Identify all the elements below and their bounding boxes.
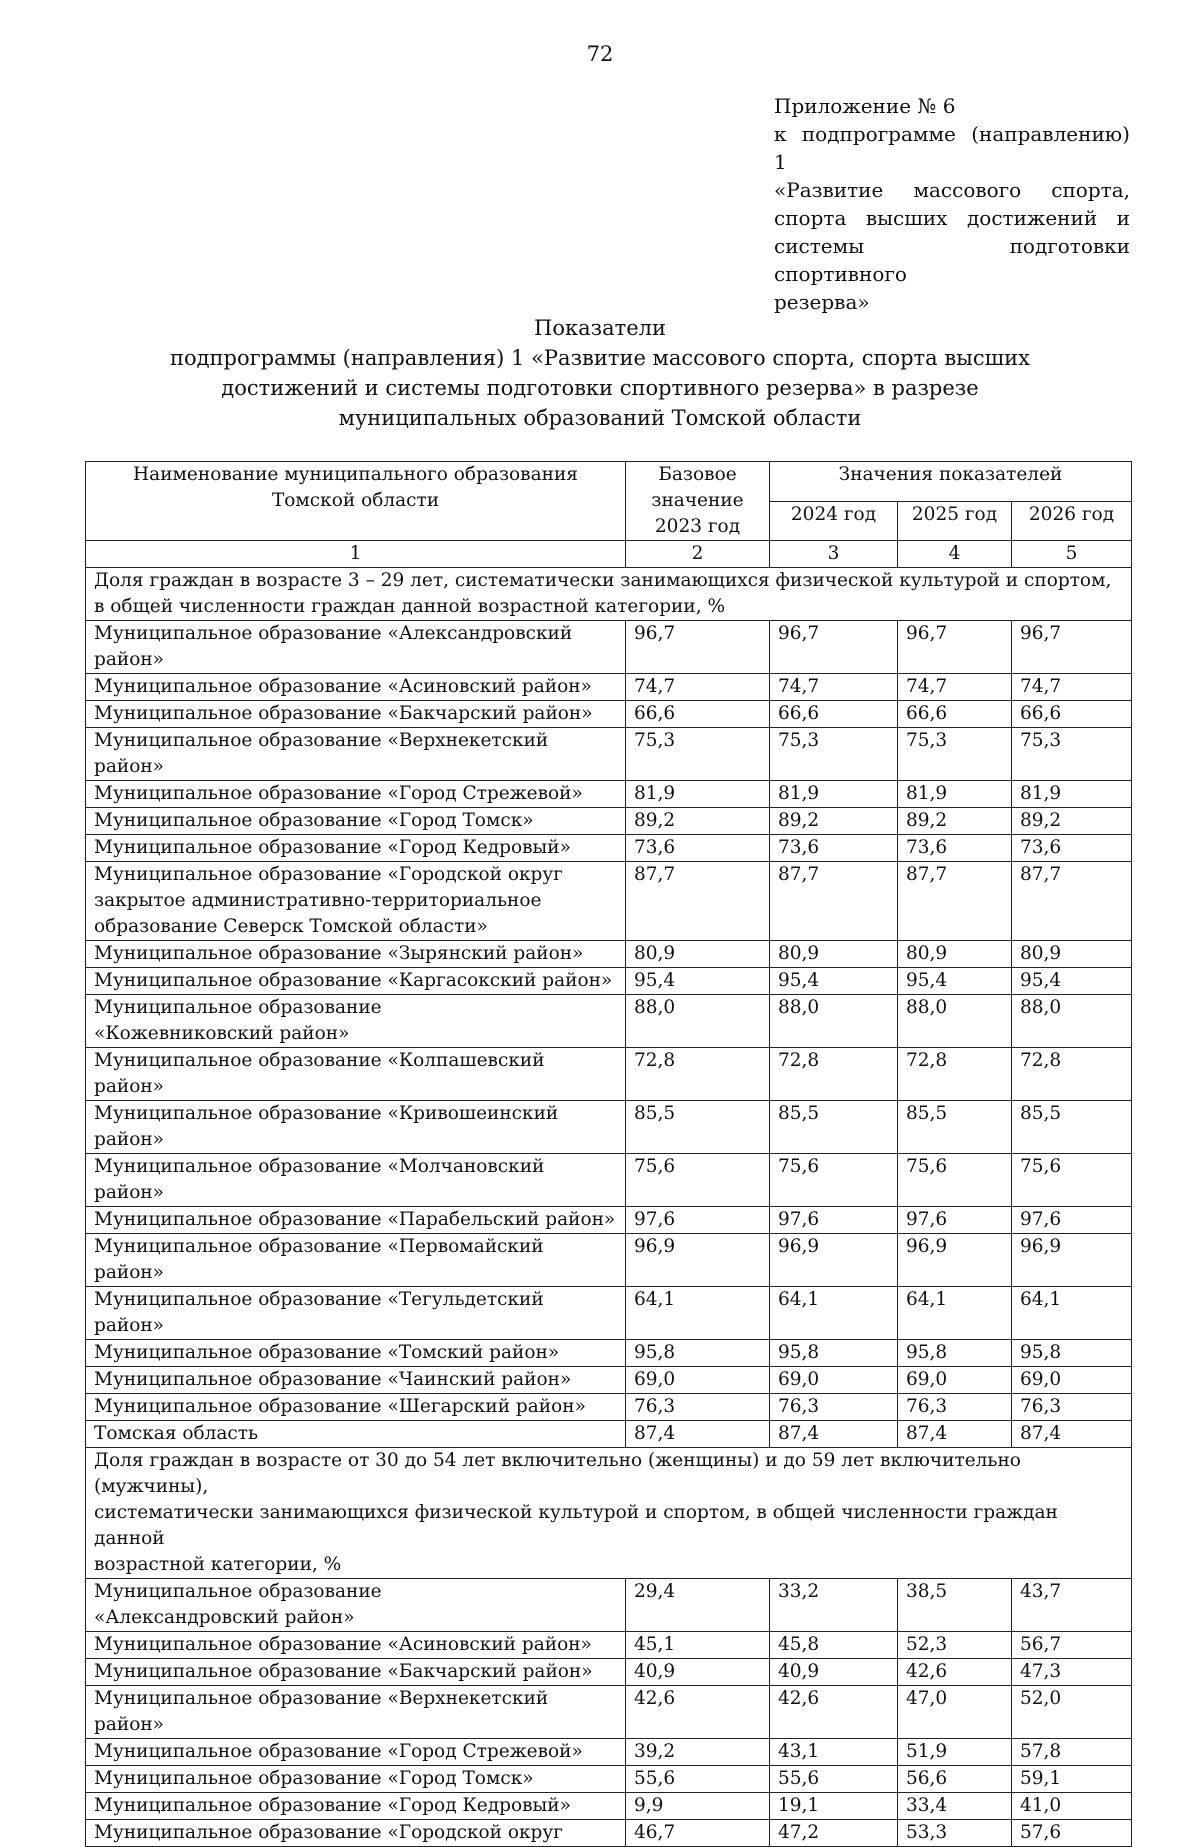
base-value-2023: 46,7 [626, 1820, 770, 1847]
section-header-row [86, 568, 1132, 621]
table-row [86, 674, 1132, 701]
base-value-2023: 74,7 [626, 674, 770, 701]
municipality-name-line: Муниципальное образование «Парабельский район» [94, 1209, 616, 1230]
value-2024: 96,7 [770, 621, 898, 674]
title-line: муниципальных образований Томской области [338, 406, 862, 430]
municipality-name [86, 1421, 626, 1448]
municipality-name [86, 1793, 626, 1820]
municipality-name [86, 1659, 626, 1686]
value-2026: 52,0 [1012, 1686, 1132, 1739]
title-line: Показатели [534, 316, 666, 340]
base-value-2023: 75,3 [626, 728, 770, 781]
table-row [86, 808, 1132, 835]
table-row [86, 1101, 1132, 1154]
value-2024: 81,9 [770, 781, 898, 808]
base-value-2023: 9,9 [626, 1793, 770, 1820]
section-header-row [86, 1448, 1132, 1579]
value-2026: 96,9 [1012, 1234, 1132, 1287]
base-value-2023: 85,5 [626, 1101, 770, 1154]
base-value-2023: 73,6 [626, 835, 770, 862]
municipality-name [86, 728, 626, 781]
value-2025: 66,6 [898, 701, 1012, 728]
base-value-2023: 88,0 [626, 995, 770, 1048]
value-2026: 41,0 [1012, 1793, 1132, 1820]
value-2026: 47,3 [1012, 1659, 1132, 1686]
municipality-name [86, 1287, 626, 1340]
value-2024: 87,4 [770, 1421, 898, 1448]
value-2025: 96,9 [898, 1234, 1012, 1287]
table-row [86, 1686, 1132, 1739]
municipality-name-line: Муниципальное образование «Тегульдетский район» [94, 1289, 544, 1336]
table-row [86, 1579, 1132, 1632]
value-2024: 45,8 [770, 1632, 898, 1659]
municipality-name [86, 968, 626, 995]
table-header-row [86, 462, 1132, 502]
value-2025: 95,4 [898, 968, 1012, 995]
value-2026: 75,6 [1012, 1154, 1132, 1207]
value-2025: 38,5 [898, 1579, 1012, 1632]
municipality-name-line: Муниципальное образование «Кривошеинский район» [94, 1103, 559, 1150]
value-2026: 69,0 [1012, 1367, 1132, 1394]
value-2026: 57,8 [1012, 1739, 1132, 1766]
base-value-2023: 95,4 [626, 968, 770, 995]
municipality-name-line: Муниципальное образование «Бакчарский район» [94, 703, 593, 724]
section-title-line: Доля граждан в возрасте 3 – 29 лет, систематически занимающихся физической культурой и спортом, [94, 570, 1112, 591]
table-row [86, 968, 1132, 995]
municipality-name-line: Томская область [94, 1423, 259, 1444]
base-value-2023: 96,7 [626, 621, 770, 674]
value-2026: 59,1 [1012, 1766, 1132, 1793]
value-2026: 95,8 [1012, 1340, 1132, 1367]
table-row [86, 621, 1132, 674]
value-2025: 64,1 [898, 1287, 1012, 1340]
header-year-2025: 2025 год [898, 501, 1012, 541]
page-number: 72 [586, 42, 614, 66]
base-value-2023: 76,3 [626, 1394, 770, 1421]
value-2024: 40,9 [770, 1659, 898, 1686]
municipality-name [86, 995, 626, 1048]
appendix-line: системы подготовки спортивного [774, 234, 1130, 286]
municipality-name-line: Муниципальное образование «Бакчарский район» [94, 1661, 593, 1682]
value-2026: 80,9 [1012, 941, 1132, 968]
base-value-2023: 87,4 [626, 1421, 770, 1448]
indicators-table [85, 461, 1132, 1847]
table-row [86, 1766, 1132, 1793]
value-2024: 87,7 [770, 862, 898, 941]
municipality-name [86, 1101, 626, 1154]
base-value-2023: 69,0 [626, 1367, 770, 1394]
column-number: 3 [770, 541, 898, 568]
municipality-name-line: Муниципальное образование [94, 997, 382, 1018]
municipality-name-line: Муниципальное образование «Городской округ [94, 1822, 563, 1843]
appendix-block [774, 92, 1130, 316]
municipality-name-line: Муниципальное образование «Шегарский район» [94, 1396, 586, 1417]
value-2026: 72,8 [1012, 1048, 1132, 1101]
value-2026: 87,7 [1012, 862, 1132, 941]
value-2026: 64,1 [1012, 1287, 1132, 1340]
table-row [86, 728, 1132, 781]
value-2026: 96,7 [1012, 621, 1132, 674]
document-title [0, 313, 1200, 433]
section-title-line: возрастной категории, % [94, 1554, 342, 1575]
base-value-2023: 87,7 [626, 862, 770, 941]
base-value-2023: 40,9 [626, 1659, 770, 1686]
municipality-name-line: Муниципальное образование «Первомайский район» [94, 1236, 544, 1283]
table-row [86, 1367, 1132, 1394]
value-2025: 85,5 [898, 1101, 1012, 1154]
municipality-name [86, 1048, 626, 1101]
appendix-line: к подпрограмме (направлению) 1 [774, 122, 1130, 174]
appendix-line: «Развитие массового спорта, [774, 178, 1130, 202]
value-2024: 69,0 [770, 1367, 898, 1394]
value-2026: 74,7 [1012, 674, 1132, 701]
value-2024: 89,2 [770, 808, 898, 835]
appendix-line: спорта высших достижений и [774, 206, 1130, 230]
value-2025: 80,9 [898, 941, 1012, 968]
value-2025: 75,3 [898, 728, 1012, 781]
value-2026: 56,7 [1012, 1632, 1132, 1659]
value-2024: 95,8 [770, 1340, 898, 1367]
base-value-2023: 81,9 [626, 781, 770, 808]
municipality-name [86, 674, 626, 701]
value-2024: 97,6 [770, 1207, 898, 1234]
base-value-2023: 96,9 [626, 1234, 770, 1287]
municipality-name-line: «Кожевниковский район» [94, 1023, 350, 1044]
header-municipality-name: Наименование муниципального образования Томской области [86, 462, 626, 541]
municipality-name-line: Муниципальное образование «Асиновский район» [94, 676, 592, 697]
table-row [86, 1421, 1132, 1448]
table-row [86, 1739, 1132, 1766]
base-value-2023: 72,8 [626, 1048, 770, 1101]
value-2024: 95,4 [770, 968, 898, 995]
value-2024: 76,3 [770, 1394, 898, 1421]
value-2025: 87,7 [898, 862, 1012, 941]
value-2025: 33,4 [898, 1793, 1012, 1820]
base-value-2023: 80,9 [626, 941, 770, 968]
base-value-2023: 29,4 [626, 1579, 770, 1632]
table-row [86, 862, 1132, 941]
value-2025: 42,6 [898, 1659, 1012, 1686]
value-2026: 76,3 [1012, 1394, 1132, 1421]
value-2024: 88,0 [770, 995, 898, 1048]
value-2025: 89,2 [898, 808, 1012, 835]
value-2025: 56,6 [898, 1766, 1012, 1793]
section-title-line: в общей численности граждан данной возрастной категории, % [94, 596, 726, 617]
municipality-name-line: Муниципальное образование «Город Стрежевой» [94, 1741, 583, 1762]
municipality-name [86, 862, 626, 941]
value-2026: 43,7 [1012, 1579, 1132, 1632]
value-2026: 89,2 [1012, 808, 1132, 835]
table-row [86, 781, 1132, 808]
municipality-name [86, 1394, 626, 1421]
table-row [86, 835, 1132, 862]
municipality-name-line: Муниципальное образование «Чаинский район» [94, 1369, 572, 1390]
municipality-name-line: Муниципальное образование «Город Томск» [94, 810, 534, 831]
municipality-name-line: образование Северск Томской области» [94, 916, 488, 937]
column-number-row [86, 541, 1132, 568]
section-title-line: систематически занимающихся физической культурой и спортом, в общей численности граждан данной [94, 1502, 1058, 1549]
title-line: подпрограммы (направления) 1 «Развитие массового спорта, спорта высших [169, 346, 1031, 370]
base-value-2023: 66,6 [626, 701, 770, 728]
section-title [86, 568, 1132, 621]
base-value-2023: 42,6 [626, 1686, 770, 1739]
value-2025: 81,9 [898, 781, 1012, 808]
value-2026: 57,6 [1012, 1820, 1132, 1847]
value-2025: 69,0 [898, 1367, 1012, 1394]
municipality-name [86, 1234, 626, 1287]
value-2026: 66,6 [1012, 701, 1132, 728]
column-number: 2 [626, 541, 770, 568]
table-row [86, 1287, 1132, 1340]
base-value-2023: 39,2 [626, 1739, 770, 1766]
municipality-name-line: район» [94, 649, 164, 670]
municipality-name-line: Муниципальное образование «Томский район» [94, 1342, 560, 1363]
value-2025: 74,7 [898, 674, 1012, 701]
municipality-name-line: Муниципальное образование «Город Стрежевой» [94, 783, 583, 804]
value-2024: 66,6 [770, 701, 898, 728]
value-2025: 76,3 [898, 1394, 1012, 1421]
base-value-2023: 55,6 [626, 1766, 770, 1793]
value-2025: 87,4 [898, 1421, 1012, 1448]
value-2024: 75,3 [770, 728, 898, 781]
value-2024: 74,7 [770, 674, 898, 701]
appendix-line: Приложение № 6 [774, 94, 956, 118]
municipality-name-line: Муниципальное образование «Город Томск» [94, 1768, 534, 1789]
base-value-2023: 89,2 [626, 808, 770, 835]
section-title-line: Доля граждан в возрасте от 30 до 54 лет включительно (женщины) и до 59 лет включительно (мужчины), [94, 1450, 1021, 1497]
value-2025: 47,0 [898, 1686, 1012, 1739]
municipality-name [86, 941, 626, 968]
table-row [86, 1340, 1132, 1367]
table-row [86, 1632, 1132, 1659]
value-2024: 19,1 [770, 1793, 898, 1820]
value-2024: 96,9 [770, 1234, 898, 1287]
value-2024: 42,6 [770, 1686, 898, 1739]
value-2025: 51,9 [898, 1739, 1012, 1766]
value-2024: 75,6 [770, 1154, 898, 1207]
value-2024: 33,2 [770, 1579, 898, 1632]
value-2025: 72,8 [898, 1048, 1012, 1101]
value-2025: 73,6 [898, 835, 1012, 862]
value-2026: 85,5 [1012, 1101, 1132, 1154]
municipality-name-line: Муниципальное образование «Верхнекетский район» [94, 1688, 549, 1735]
municipality-name [86, 701, 626, 728]
value-2026: 81,9 [1012, 781, 1132, 808]
value-2025: 53,3 [898, 1820, 1012, 1847]
municipality-name-line: Муниципальное образование «Город Кедровый» [94, 1795, 571, 1816]
value-2024: 43,1 [770, 1739, 898, 1766]
header-base-value: Базовое значение 2023 год [626, 462, 770, 541]
column-number: 5 [1012, 541, 1132, 568]
table-row [86, 1234, 1132, 1287]
municipality-name [86, 1579, 626, 1632]
header-year-2024: 2024 год [770, 501, 898, 541]
table-row [86, 995, 1132, 1048]
table-body [86, 568, 1132, 1847]
municipality-name-line: закрытое административно-территориальное [94, 890, 542, 911]
municipality-name [86, 808, 626, 835]
municipality-name [86, 1340, 626, 1367]
table-row [86, 941, 1132, 968]
value-2026: 88,0 [1012, 995, 1132, 1048]
municipality-name [86, 621, 626, 674]
municipality-name [86, 1686, 626, 1739]
table-row [86, 1394, 1132, 1421]
municipality-name-line: «Александровский район» [94, 1607, 355, 1628]
value-2026: 97,6 [1012, 1207, 1132, 1234]
section-title [86, 1448, 1132, 1579]
value-2025: 97,6 [898, 1207, 1012, 1234]
value-2026: 95,4 [1012, 968, 1132, 995]
header-indicator-values: Значения показателей [770, 462, 1132, 502]
base-value-2023: 95,8 [626, 1340, 770, 1367]
municipality-name [86, 1820, 626, 1847]
municipality-name-line: Муниципальное образование «Каргасокский район» [94, 970, 613, 991]
value-2024: 47,2 [770, 1820, 898, 1847]
municipality-name [86, 781, 626, 808]
municipality-name-line: Муниципальное образование «Зырянский район» [94, 943, 584, 964]
value-2024: 72,8 [770, 1048, 898, 1101]
municipality-name-line: Муниципальное образование «Александровский [94, 623, 573, 644]
base-value-2023: 64,1 [626, 1287, 770, 1340]
value-2025: 96,7 [898, 621, 1012, 674]
table-row [86, 1659, 1132, 1686]
table-row [86, 701, 1132, 728]
municipality-name [86, 1154, 626, 1207]
value-2025: 52,3 [898, 1632, 1012, 1659]
municipality-name [86, 1207, 626, 1234]
municipality-name-line: Муниципальное образование [94, 1581, 382, 1602]
municipality-name-line: Муниципальное образование «Город Кедровый» [94, 837, 571, 858]
municipality-name-line: Муниципальное образование «Городской округ [94, 864, 563, 885]
value-2025: 95,8 [898, 1340, 1012, 1367]
base-value-2023: 97,6 [626, 1207, 770, 1234]
header-year-2026: 2026 год [1012, 501, 1132, 541]
value-2024: 73,6 [770, 835, 898, 862]
table-row [86, 1048, 1132, 1101]
base-value-2023: 75,6 [626, 1154, 770, 1207]
municipality-name [86, 1739, 626, 1766]
value-2025: 75,6 [898, 1154, 1012, 1207]
municipality-name [86, 1766, 626, 1793]
value-2024: 85,5 [770, 1101, 898, 1154]
value-2024: 64,1 [770, 1287, 898, 1340]
municipality-name-line: Муниципальное образование «Верхнекетский район» [94, 730, 549, 777]
value-2026: 73,6 [1012, 835, 1132, 862]
table-row [86, 1820, 1132, 1847]
value-2026: 75,3 [1012, 728, 1132, 781]
value-2024: 55,6 [770, 1766, 898, 1793]
table-row [86, 1154, 1132, 1207]
municipality-name-line: Муниципальное образование «Молчановский район» [94, 1156, 545, 1203]
value-2025: 88,0 [898, 995, 1012, 1048]
base-value-2023: 45,1 [626, 1632, 770, 1659]
column-number: 4 [898, 541, 1012, 568]
municipality-name [86, 835, 626, 862]
municipality-name-line: Муниципальное образование «Асиновский район» [94, 1634, 592, 1655]
table-row [86, 1793, 1132, 1820]
municipality-name-line: Муниципальное образование «Колпашевский район» [94, 1050, 545, 1097]
title-line: достижений и системы подготовки спортивного резерва» в разрезе [221, 376, 979, 400]
table-row [86, 1207, 1132, 1234]
column-number: 1 [86, 541, 626, 568]
appendix-line: резерва» [774, 290, 870, 314]
municipality-name [86, 1632, 626, 1659]
value-2024: 80,9 [770, 941, 898, 968]
value-2026: 87,4 [1012, 1421, 1132, 1448]
municipality-name [86, 1367, 626, 1394]
